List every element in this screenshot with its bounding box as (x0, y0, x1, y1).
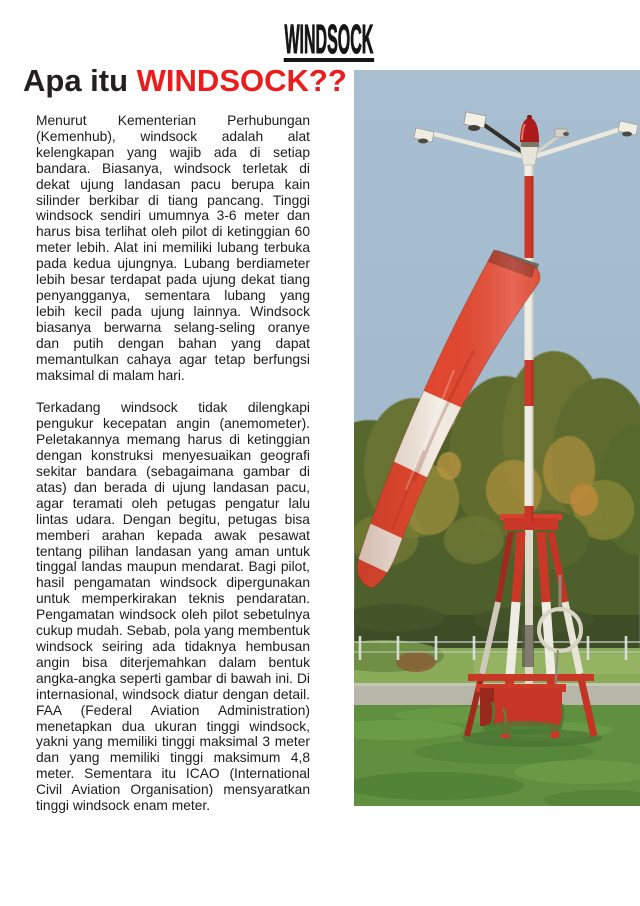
heading-highlight: WINDSOCK?? (136, 63, 347, 98)
paragraph-2: Terkadang windsock tidak dilengkapi pengukur kecepatan angin (anemometer). Peletakannya memang harus di ketinggian dengan konstruksi menyesuaikan geografi sekitar bandara (sebagaimana gambar di atas) dan berada di ujung landasan pacu, agar teramati oleh petugas pengatur lalu lintas udara. Dengan begitu, petugas bisa memberi arahan kepada awak pesawat tentang pilihan landasan yang aman untuk tinggal landas maupun mendarat. Bagi pilot, hasil pengamatan windsock dipergunakan untuk memperkirakan teknis pendaratan. Pengamatan windsock oleh pilot sebetulnya cukup mudah. Sebab, pola yang membentuk windsock seiring ada tidaknya hembusan angin bisa diterjemahkan dalam bentuk angka-angka seperti gambar di bawah ini. Di internasional, windsock diatur dengan detail. FAA (Federal Aviation Administration) menetapkan dua ukuran tinggi windsock, yakni yang memiliki tinggi maksimal 3 meter dan yang memiliki tinggi maksimum 4,8 meter. Sementara itu ICAO (International Civil Aviation Organisation) mensyaratkan tinggi windsock enam meter. (36, 400, 310, 814)
section-heading (23, 64, 347, 98)
windsock-photo (354, 70, 640, 806)
windsock-pole (525, 165, 534, 522)
page-title: WINDSOCK (284, 16, 374, 62)
masthead (281, 16, 377, 62)
paragraph-1: Menurut Kementerian Perhubungan (Kemenhub), windsock adalah alat kelengkapan yang wajib ada di setiap bandara. Biasanya, windsock terletak di dekat ujung landasan pacu berupa kain silinder berkibar di tiang pancang. Tinggi windsock sendiri umumnya 3-6 meter dan harus bisa terlihat oleh pilot di ketinggian 60 meter lebih. Alat ini memiliki lubang terbuka pada kedua ujungnya. Lubang berdiameter lebih besar terdapat pada ujung dekat tiang penyangganya, sementara lubang yang lebih kecil pada ujung lainnya. Windsock biasanya berwarna selang-seling oranye dan putih dengan bahan yang dapat memantulkan cahaya agar tetap berfungsi maksimal di malam hari. (36, 113, 310, 383)
sensor-fixture (555, 129, 569, 137)
mast-hub (520, 146, 538, 165)
heading-prefix: Apa itu (23, 63, 137, 98)
body-column (36, 113, 310, 831)
